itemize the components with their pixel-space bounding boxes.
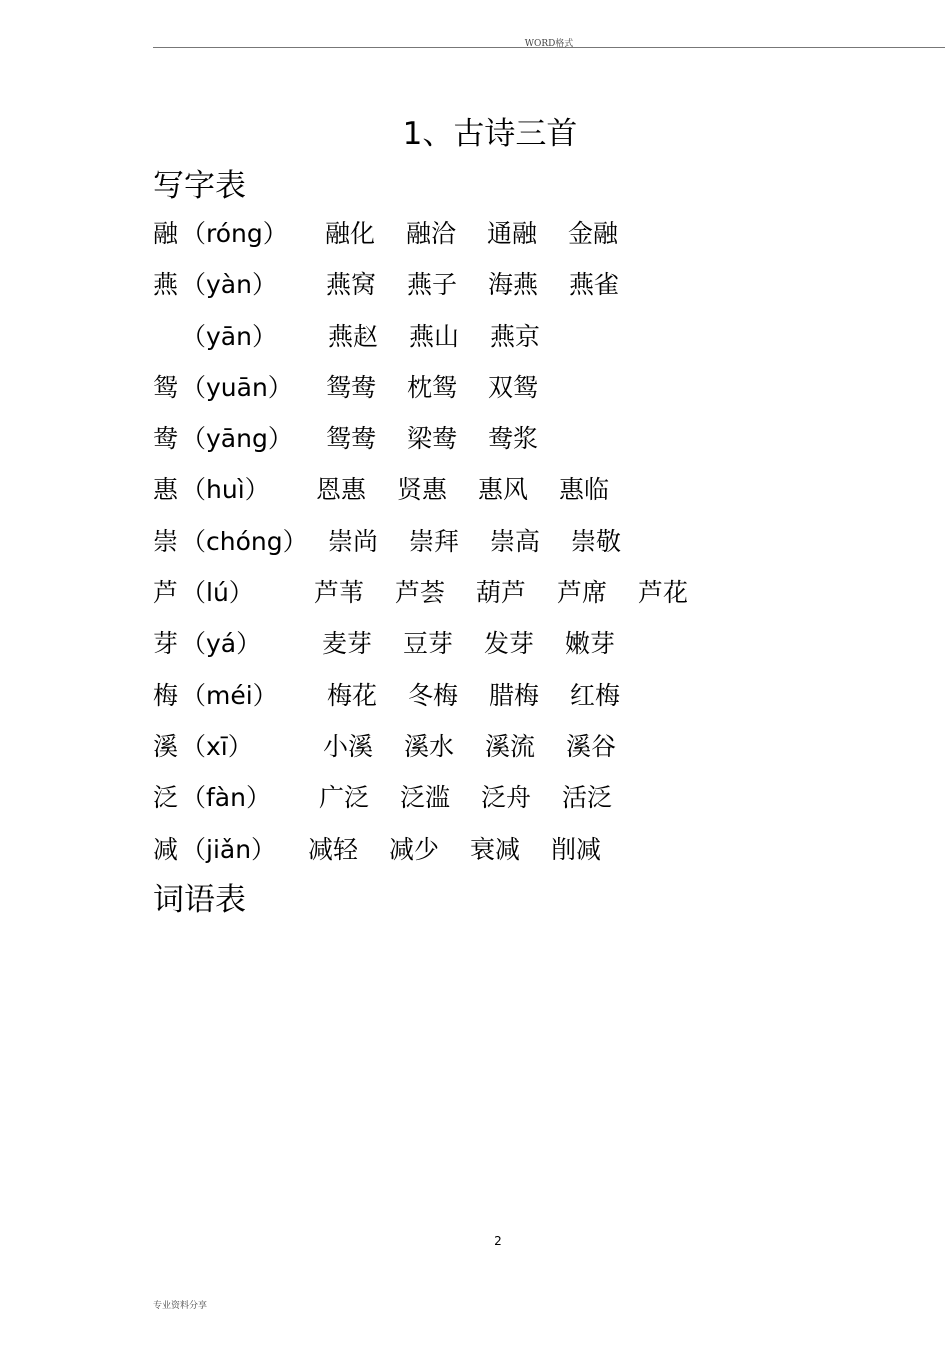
pinyin: （fàn）: [181, 783, 271, 813]
vocab-word: 贤惠: [397, 475, 448, 505]
pinyin: （lú）: [181, 578, 254, 608]
pinyin: （huì）: [181, 475, 270, 505]
pinyin: （róng）: [181, 219, 288, 248]
vocab-word: 崇拜: [409, 526, 460, 556]
vocab-word: 发芽: [484, 629, 535, 659]
vocab-word: 溪谷: [566, 731, 617, 761]
section-heading-vocabulary: 词语表: [153, 882, 246, 918]
header-text: WORD格式: [524, 39, 574, 49]
vocab-word: 鸯浆: [488, 424, 539, 454]
vocab-word: 溪流: [485, 731, 536, 761]
vocab-word: 通融: [487, 219, 538, 248]
pinyin: （yàn）: [181, 270, 277, 300]
vocab-word: 崇敬: [571, 526, 622, 556]
header-rule: [153, 47, 945, 48]
vocab-word: 梁鸯: [407, 424, 458, 454]
vocab-word: 削减: [551, 834, 602, 864]
vocab-word: 芦苇: [314, 578, 365, 608]
pinyin: （méi）: [181, 680, 278, 710]
vocab-word: 芦荟: [395, 578, 446, 608]
character: 芽: [153, 629, 179, 659]
vocab-word: 鸳鸯: [326, 372, 377, 402]
vocab-word: 嫩芽: [565, 629, 616, 659]
character: 梅: [153, 680, 179, 710]
vocab-word: 燕窝: [326, 270, 377, 300]
pinyin: （xī）: [181, 731, 253, 761]
vocab-word: 枕鸳: [407, 372, 458, 402]
vocab-word: 融化: [325, 219, 376, 248]
character: 芦: [153, 578, 179, 608]
vocab-word: 活泛: [562, 783, 613, 813]
vocab-word: 衰减: [470, 834, 521, 864]
character: 减: [153, 834, 179, 864]
vocab-word: 金融: [568, 219, 619, 248]
vocab-word: 腊梅: [489, 680, 540, 710]
vocab-word: 恩惠: [316, 475, 367, 505]
pinyin: （yāng）: [181, 424, 293, 454]
vocab-word: 泛舟: [481, 783, 532, 813]
character: 溪: [153, 731, 179, 761]
vocab-word: 燕赵: [328, 321, 379, 351]
page-number: 2: [494, 1234, 502, 1248]
pinyin: （yuān）: [181, 372, 293, 402]
vocab-word: 燕京: [490, 321, 541, 351]
vocab-word: 燕雀: [569, 270, 620, 300]
page-footer: 专业资料分享: [153, 1301, 208, 1311]
pinyin: （chóng）: [181, 526, 308, 556]
character: 融: [153, 219, 179, 248]
vocab-word: 泛滥: [400, 783, 451, 813]
vocab-word: 减少: [389, 834, 440, 864]
vocab-word: 鸳鸯: [326, 424, 377, 454]
vocab-word: 燕子: [407, 270, 458, 300]
vocab-word: 崇尚: [328, 526, 379, 556]
vocab-word: 葫芦: [476, 578, 527, 608]
vocab-word: 芦花: [638, 578, 689, 608]
pinyin: （yá）: [181, 629, 262, 659]
vocab-word: 梅花: [327, 680, 378, 710]
character: 燕: [153, 270, 179, 300]
pinyin: （jiǎn）: [181, 834, 277, 864]
vocab-word: 广泛: [319, 783, 370, 813]
character: 鸳: [153, 372, 179, 402]
character: 崇: [153, 526, 179, 556]
vocab-word: 双鸳: [488, 372, 539, 402]
character: 惠: [153, 475, 179, 505]
vocab-word: 豆芽: [403, 629, 454, 659]
vocab-word: 燕山: [409, 321, 460, 351]
vocab-word: 芦席: [557, 578, 608, 608]
character: 泛: [153, 783, 179, 813]
section-heading-characters: 写字表: [153, 168, 246, 204]
vocab-word: 减轻: [308, 834, 359, 864]
vocab-word: 崇高: [490, 526, 541, 556]
vocab-word: 融洽: [406, 219, 457, 248]
vocab-word: 海燕: [488, 270, 539, 300]
vocab-word: 冬梅: [408, 680, 459, 710]
vocab-word: 惠风: [478, 475, 529, 505]
lesson-title: 1、古诗三首: [402, 116, 578, 152]
vocab-word: 红梅: [570, 680, 621, 710]
vocab-word: 麦芽: [322, 629, 373, 659]
pinyin: （yān）: [181, 321, 277, 351]
character: 鸯: [153, 424, 179, 454]
vocab-word: 小溪: [323, 731, 374, 761]
vocab-word: 溪水: [404, 731, 455, 761]
vocab-word: 惠临: [559, 475, 610, 505]
